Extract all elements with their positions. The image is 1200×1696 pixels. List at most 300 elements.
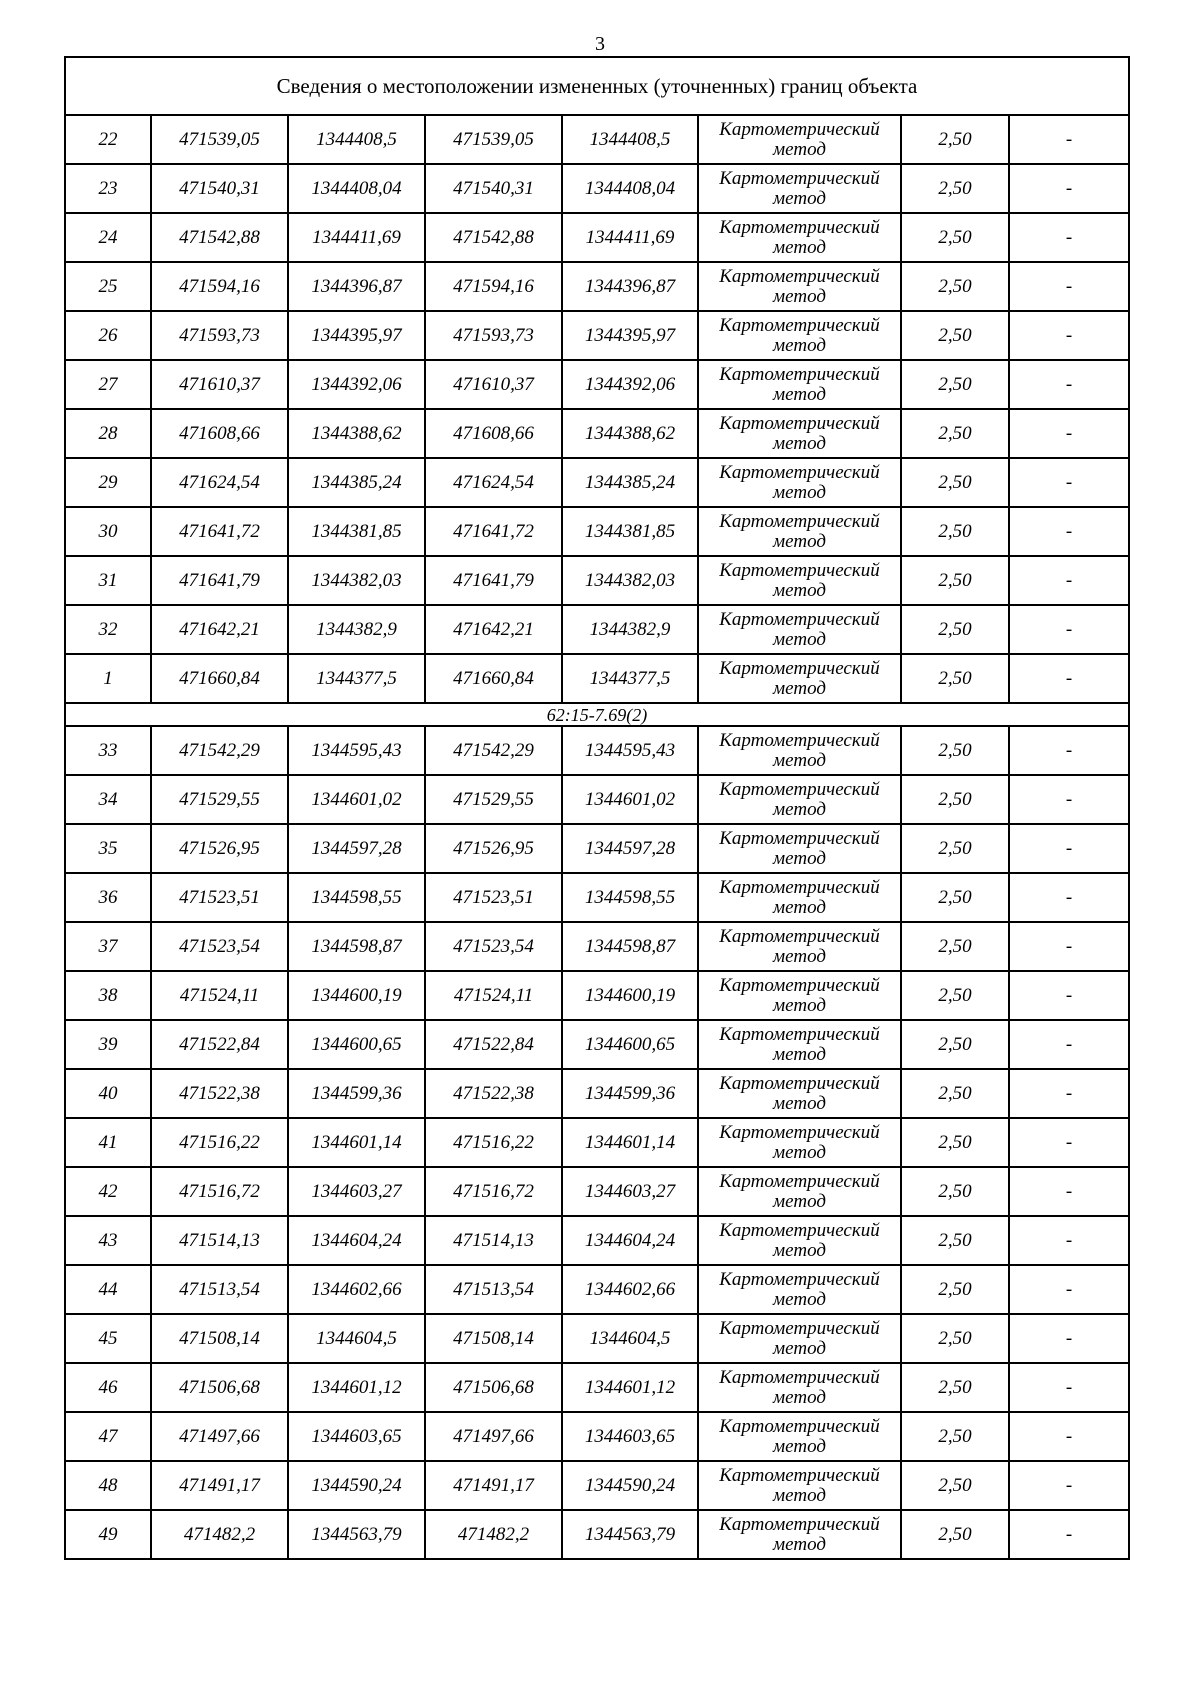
method-cell [698,1461,901,1510]
accuracy-cell: 2,50 [901,262,1009,311]
table-row [65,311,1129,360]
refined-x-cell: 471522,38 [425,1069,562,1118]
method-cell [698,458,901,507]
point-number-cell: 24 [65,213,151,262]
method-text-line2: метод [773,847,826,869]
table-row [65,1461,1129,1510]
method-text-line2: метод [773,383,826,405]
existing-y-cell: 1344385,24 [288,458,425,507]
method-text-line1: Картометрический [719,1219,880,1241]
existing-y-cell: 1344563,79 [288,1510,425,1559]
existing-y-cell: 1344601,02 [288,775,425,824]
refined-y-cell: 1344396,87 [562,262,698,311]
method-text-line2: метод [773,896,826,918]
description-cell: - [1009,726,1129,775]
accuracy-cell: 2,50 [901,360,1009,409]
existing-y-cell: 1344604,24 [288,1216,425,1265]
table-row [65,164,1129,213]
existing-y-cell: 1344600,65 [288,1020,425,1069]
table-row [65,360,1129,409]
point-number-cell: 44 [65,1265,151,1314]
existing-y-cell: 1344382,03 [288,556,425,605]
existing-x-cell: 471523,54 [151,922,288,971]
refined-y-cell: 1344385,24 [562,458,698,507]
accuracy-cell: 2,50 [901,605,1009,654]
refined-y-cell: 1344603,27 [562,1167,698,1216]
refined-x-cell: 471539,05 [425,115,562,164]
method-text-line1: Картометрический [719,1268,880,1290]
point-number-cell: 47 [65,1412,151,1461]
method-text-line1: Картометрический [719,1072,880,1094]
existing-y-cell: 1344411,69 [288,213,425,262]
method-text-line1: Картометрический [719,1317,880,1339]
accuracy-cell: 2,50 [901,1118,1009,1167]
method-cell [698,213,901,262]
accuracy-cell: 2,50 [901,1020,1009,1069]
refined-y-cell: 1344408,04 [562,164,698,213]
refined-x-cell: 471542,88 [425,213,562,262]
method-text-line2: метод [773,1141,826,1163]
point-number-cell: 31 [65,556,151,605]
existing-x-cell: 471540,31 [151,164,288,213]
refined-y-cell: 1344563,79 [562,1510,698,1559]
accuracy-cell: 2,50 [901,1363,1009,1412]
accuracy-cell: 2,50 [901,115,1009,164]
accuracy-cell: 2,50 [901,1461,1009,1510]
table-row [65,873,1129,922]
method-text-line1: Картометрический [719,1170,880,1192]
refined-x-cell: 471641,72 [425,507,562,556]
point-number-cell: 46 [65,1363,151,1412]
existing-y-cell: 1344598,55 [288,873,425,922]
existing-y-cell: 1344603,27 [288,1167,425,1216]
table-row [65,115,1129,164]
description-cell: - [1009,311,1129,360]
existing-x-cell: 471610,37 [151,360,288,409]
existing-y-cell: 1344381,85 [288,507,425,556]
existing-y-cell: 1344599,36 [288,1069,425,1118]
point-number-cell: 32 [65,605,151,654]
refined-y-cell: 1344388,62 [562,409,698,458]
page-number: 3 [595,33,605,55]
table-row [65,605,1129,654]
refined-x-cell: 471529,55 [425,775,562,824]
method-text-line2: метод [773,677,826,699]
accuracy-cell: 2,50 [901,556,1009,605]
point-number-cell: 37 [65,922,151,971]
point-number-cell: 28 [65,409,151,458]
refined-x-cell: 471506,68 [425,1363,562,1412]
refined-x-cell: 471516,72 [425,1167,562,1216]
accuracy-cell: 2,50 [901,726,1009,775]
refined-y-cell: 1344382,03 [562,556,698,605]
description-cell: - [1009,1314,1129,1363]
table-row [65,1412,1129,1461]
method-text-line2: метод [773,628,826,650]
method-cell [698,262,901,311]
description-cell: - [1009,605,1129,654]
method-cell [698,1118,901,1167]
existing-y-cell: 1344382,9 [288,605,425,654]
existing-x-cell: 471516,72 [151,1167,288,1216]
method-cell [698,1167,901,1216]
existing-x-cell: 471506,68 [151,1363,288,1412]
existing-y-cell: 1344602,66 [288,1265,425,1314]
refined-x-cell: 471542,29 [425,726,562,775]
method-cell [698,971,901,1020]
refined-x-cell: 471482,2 [425,1510,562,1559]
method-text-line2: метод [773,236,826,258]
method-text-line2: метод [773,285,826,307]
method-text-line1: Картометрический [719,1415,880,1437]
method-cell [698,654,901,703]
refined-y-cell: 1344595,43 [562,726,698,775]
accuracy-cell: 2,50 [901,824,1009,873]
method-cell [698,1265,901,1314]
refined-x-cell: 471526,95 [425,824,562,873]
description-cell: - [1009,1461,1129,1510]
accuracy-cell: 2,50 [901,922,1009,971]
table-row [65,1314,1129,1363]
method-text-line1: Картометрический [719,729,880,751]
existing-x-cell: 471508,14 [151,1314,288,1363]
description-cell: - [1009,1069,1129,1118]
table-row [65,1510,1129,1559]
point-number-cell: 42 [65,1167,151,1216]
table-row [65,971,1129,1020]
existing-y-cell: 1344396,87 [288,262,425,311]
method-text-line2: метод [773,432,826,454]
method-text-line2: метод [773,1484,826,1506]
method-text-line2: метод [773,1533,826,1555]
accuracy-cell: 2,50 [901,1265,1009,1314]
method-text-line1: Картометрический [719,461,880,483]
existing-x-cell: 471497,66 [151,1412,288,1461]
accuracy-cell: 2,50 [901,409,1009,458]
existing-x-cell: 471482,2 [151,1510,288,1559]
method-cell [698,605,901,654]
accuracy-cell: 2,50 [901,164,1009,213]
method-cell [698,409,901,458]
refined-x-cell: 471508,14 [425,1314,562,1363]
accuracy-cell: 2,50 [901,971,1009,1020]
point-number-cell: 43 [65,1216,151,1265]
accuracy-cell: 2,50 [901,1167,1009,1216]
accuracy-cell: 2,50 [901,775,1009,824]
method-text-line1: Картометрический [719,510,880,532]
refined-x-cell: 471491,17 [425,1461,562,1510]
refined-x-cell: 471594,16 [425,262,562,311]
method-text-line2: метод [773,481,826,503]
method-text-line2: метод [773,1337,826,1359]
existing-x-cell: 471624,54 [151,458,288,507]
method-text-line2: метод [773,749,826,771]
method-cell [698,1020,901,1069]
description-cell: - [1009,922,1129,971]
table-title: Сведения о местоположении измененных (уточненных) границ объекта [65,57,1129,115]
refined-y-cell: 1344377,5 [562,654,698,703]
description-cell: - [1009,458,1129,507]
refined-y-cell: 1344392,06 [562,360,698,409]
existing-x-cell: 471539,05 [151,115,288,164]
method-text-line2: метод [773,945,826,967]
refined-x-cell: 471660,84 [425,654,562,703]
existing-y-cell: 1344408,5 [288,115,425,164]
existing-y-cell: 1344408,04 [288,164,425,213]
description-cell: - [1009,1265,1129,1314]
refined-x-cell: 471593,73 [425,311,562,360]
point-number-cell: 40 [65,1069,151,1118]
method-text-line1: Картометрический [719,778,880,800]
method-cell [698,115,901,164]
method-cell [698,164,901,213]
method-text-line1: Картометрический [719,974,880,996]
refined-y-cell: 1344590,24 [562,1461,698,1510]
refined-x-cell: 471608,66 [425,409,562,458]
description-cell: - [1009,1510,1129,1559]
description-cell: - [1009,1216,1129,1265]
point-number-cell: 38 [65,971,151,1020]
refined-y-cell: 1344602,66 [562,1265,698,1314]
method-text-line2: метод [773,1043,826,1065]
existing-x-cell: 471542,29 [151,726,288,775]
description-cell: - [1009,1020,1129,1069]
method-text-line1: Картометрический [719,1121,880,1143]
method-text-line2: метод [773,798,826,820]
existing-y-cell: 1344601,14 [288,1118,425,1167]
refined-y-cell: 1344604,5 [562,1314,698,1363]
table-row [65,409,1129,458]
method-text-line1: Картометрический [719,657,880,679]
existing-y-cell: 1344595,43 [288,726,425,775]
refined-x-cell: 471516,22 [425,1118,562,1167]
table-row [65,726,1129,775]
point-number-cell: 49 [65,1510,151,1559]
method-cell [698,922,901,971]
accuracy-cell: 2,50 [901,654,1009,703]
existing-y-cell: 1344590,24 [288,1461,425,1510]
accuracy-cell: 2,50 [901,1412,1009,1461]
accuracy-cell: 2,50 [901,1314,1009,1363]
existing-y-cell: 1344388,62 [288,409,425,458]
method-text-line2: метод [773,530,826,552]
description-cell: - [1009,262,1129,311]
point-number-cell: 1 [65,654,151,703]
accuracy-cell: 2,50 [901,311,1009,360]
refined-y-cell: 1344601,12 [562,1363,698,1412]
method-text-line1: Картометрический [719,559,880,581]
table-row [65,1020,1129,1069]
description-cell: - [1009,1363,1129,1412]
description-cell: - [1009,775,1129,824]
existing-x-cell: 471593,73 [151,311,288,360]
refined-y-cell: 1344381,85 [562,507,698,556]
table-row [65,1167,1129,1216]
existing-x-cell: 471491,17 [151,1461,288,1510]
point-number-cell: 26 [65,311,151,360]
method-text-line1: Картометрический [719,314,880,336]
method-cell [698,1314,901,1363]
table-row [65,824,1129,873]
method-cell [698,311,901,360]
description-cell: - [1009,1118,1129,1167]
method-text-line2: метод [773,1435,826,1457]
method-text-line2: метод [773,1386,826,1408]
refined-y-cell: 1344601,02 [562,775,698,824]
refined-y-cell: 1344598,87 [562,922,698,971]
description-cell: - [1009,824,1129,873]
point-number-cell: 23 [65,164,151,213]
description-cell: - [1009,507,1129,556]
refined-y-cell: 1344599,36 [562,1069,698,1118]
accuracy-cell: 2,50 [901,873,1009,922]
point-number-cell: 41 [65,1118,151,1167]
table-title-row [65,57,1129,115]
accuracy-cell: 2,50 [901,1069,1009,1118]
refined-x-cell: 471513,54 [425,1265,562,1314]
method-text-line1: Картометрический [719,216,880,238]
table-row [65,775,1129,824]
description-cell: - [1009,556,1129,605]
method-text-line1: Картометрический [719,265,880,287]
existing-y-cell: 1344395,97 [288,311,425,360]
existing-x-cell: 471608,66 [151,409,288,458]
description-cell: - [1009,213,1129,262]
refined-y-cell: 1344597,28 [562,824,698,873]
point-number-cell: 27 [65,360,151,409]
method-text-line1: Картометрический [719,363,880,385]
method-text-line2: метод [773,1092,826,1114]
method-cell [698,1510,901,1559]
section-label: 62:15-7.69(2) [65,703,1129,726]
table-row [65,213,1129,262]
table-row [65,654,1129,703]
existing-x-cell: 471542,88 [151,213,288,262]
table-row [65,1069,1129,1118]
existing-x-cell: 471642,21 [151,605,288,654]
method-cell [698,873,901,922]
existing-y-cell: 1344601,12 [288,1363,425,1412]
existing-x-cell: 471529,55 [151,775,288,824]
existing-x-cell: 471524,11 [151,971,288,1020]
accuracy-cell: 2,50 [901,1216,1009,1265]
refined-x-cell: 471523,51 [425,873,562,922]
description-cell: - [1009,1167,1129,1216]
refined-x-cell: 471524,11 [425,971,562,1020]
method-text-line1: Картометрический [719,827,880,849]
accuracy-cell: 2,50 [901,1510,1009,1559]
refined-x-cell: 471514,13 [425,1216,562,1265]
method-text-line1: Картометрический [719,1513,880,1535]
refined-y-cell: 1344600,65 [562,1020,698,1069]
refined-y-cell: 1344411,69 [562,213,698,262]
method-cell [698,726,901,775]
existing-x-cell: 471641,79 [151,556,288,605]
refined-y-cell: 1344600,19 [562,971,698,1020]
existing-y-cell: 1344392,06 [288,360,425,409]
method-cell [698,775,901,824]
refined-x-cell: 471540,31 [425,164,562,213]
description-cell: - [1009,971,1129,1020]
description-cell: - [1009,873,1129,922]
table-row [65,1118,1129,1167]
point-number-cell: 25 [65,262,151,311]
existing-x-cell: 471522,38 [151,1069,288,1118]
table-row [65,458,1129,507]
existing-y-cell: 1344597,28 [288,824,425,873]
method-cell [698,507,901,556]
refined-y-cell: 1344598,55 [562,873,698,922]
method-text-line1: Картометрический [719,167,880,189]
method-text-line1: Картометрический [719,118,880,140]
point-number-cell: 35 [65,824,151,873]
table-row [65,507,1129,556]
refined-x-cell: 471610,37 [425,360,562,409]
existing-y-cell: 1344600,19 [288,971,425,1020]
boundary-coordinates-table [64,56,1130,1560]
method-cell [698,824,901,873]
accuracy-cell: 2,50 [901,507,1009,556]
refined-y-cell: 1344382,9 [562,605,698,654]
refined-y-cell: 1344601,14 [562,1118,698,1167]
point-number-cell: 45 [65,1314,151,1363]
method-text-line2: метод [773,579,826,601]
section-row [65,703,1129,726]
refined-x-cell: 471522,84 [425,1020,562,1069]
point-number-cell: 36 [65,873,151,922]
description-cell: - [1009,409,1129,458]
method-text-line1: Картометрический [719,1023,880,1045]
refined-x-cell: 471624,54 [425,458,562,507]
description-cell: - [1009,115,1129,164]
method-text-line2: метод [773,1288,826,1310]
description-cell: - [1009,164,1129,213]
accuracy-cell: 2,50 [901,458,1009,507]
point-number-cell: 48 [65,1461,151,1510]
refined-y-cell: 1344604,24 [562,1216,698,1265]
method-text-line1: Картометрический [719,1366,880,1388]
method-text-line1: Картометрический [719,925,880,947]
point-number-cell: 30 [65,507,151,556]
existing-x-cell: 471526,95 [151,824,288,873]
refined-y-cell: 1344603,65 [562,1412,698,1461]
refined-x-cell: 471642,21 [425,605,562,654]
existing-x-cell: 471522,84 [151,1020,288,1069]
accuracy-cell: 2,50 [901,213,1009,262]
description-cell: - [1009,360,1129,409]
point-number-cell: 33 [65,726,151,775]
description-cell: - [1009,654,1129,703]
method-text-line2: метод [773,334,826,356]
refined-x-cell: 471641,79 [425,556,562,605]
table-row [65,1216,1129,1265]
point-number-cell: 39 [65,1020,151,1069]
method-text-line2: метод [773,1190,826,1212]
existing-x-cell: 471641,72 [151,507,288,556]
method-text-line1: Картометрический [719,876,880,898]
existing-x-cell: 471513,54 [151,1265,288,1314]
refined-x-cell: 471523,54 [425,922,562,971]
method-cell [698,556,901,605]
existing-y-cell: 1344603,65 [288,1412,425,1461]
existing-x-cell: 471514,13 [151,1216,288,1265]
method-text-line1: Картометрический [719,1464,880,1486]
table-row [65,262,1129,311]
point-number-cell: 29 [65,458,151,507]
description-cell: - [1009,1412,1129,1461]
method-cell [698,1363,901,1412]
point-number-cell: 34 [65,775,151,824]
